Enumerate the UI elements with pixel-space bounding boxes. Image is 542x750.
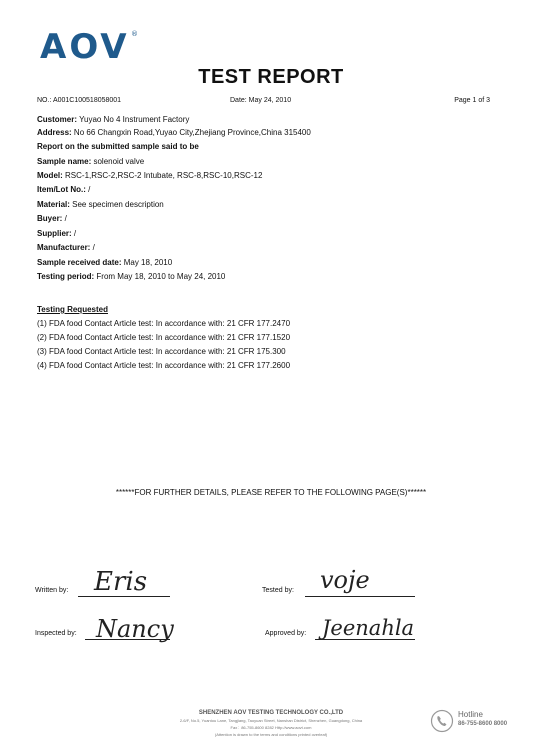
material-value: See specimen description <box>72 200 164 209</box>
written-by-name: Eris <box>94 567 148 597</box>
written-by-signature <box>92 560 172 600</box>
logo-text: AOV <box>40 27 130 66</box>
period-row <box>37 272 225 281</box>
received-label: Sample received date: <box>37 258 122 267</box>
tested-by-signature <box>318 560 408 600</box>
supplier-label: Supplier: <box>37 229 72 238</box>
supplier-row <box>37 229 76 238</box>
material-label: Material: <box>37 200 70 209</box>
sample-value: solenoid valve <box>93 157 145 166</box>
report-title: TEST REPORT <box>198 66 344 88</box>
inspected-by-signature <box>94 605 174 647</box>
customer-label: Customer: <box>37 115 78 124</box>
inspected-by-label: Inspected by: <box>35 630 77 637</box>
period-label: Testing period: <box>37 272 95 281</box>
tested-by-name: voje <box>320 566 370 594</box>
item-value: / <box>88 185 91 194</box>
further-details-note: ******FOR FURTHER DETAILS, PLEASE REFER TO THE FOLLOWING PAGE(S)****** <box>115 488 427 497</box>
report-date: Date: May 24, 2010 <box>230 97 292 104</box>
period-value: From May 18, 2010 to May 24, 2010 <box>96 272 226 281</box>
test-item: (1) FDA food Contact Article test: In accordance with: 21 CFR 177.2470 <box>37 319 291 328</box>
address-label: Address: <box>37 128 72 137</box>
hotline-number: 86-755-8600 8000 <box>458 721 508 727</box>
received-row <box>37 258 172 267</box>
model-row <box>37 171 262 180</box>
buyer-label: Buyer: <box>37 214 63 223</box>
sample-label: Sample name: <box>37 157 92 166</box>
footer-address: 2-6/F, No.5, Yuantou Lane, Tangjiang, Taoyuan Street, Nanshan District, Shenzhen, Guangdong, China <box>179 718 363 723</box>
hotline-label: Hotline <box>458 710 483 719</box>
aov-logo <box>40 22 160 66</box>
inspected-by-name: Nancy <box>96 615 174 643</box>
sample-row <box>37 157 144 166</box>
customer-row <box>37 115 189 124</box>
testing-requested-heading: Testing Requested <box>37 305 108 314</box>
report-number: NO.: A001C100518058001 <box>37 97 122 104</box>
manufacturer-value: / <box>92 243 95 252</box>
test-item: (3) FDA food Contact Article test: In accordance with: 21 CFR 175.300 <box>37 347 286 356</box>
received-value: May 18, 2010 <box>123 258 173 267</box>
approved-by-name: Jeenahla <box>322 616 415 640</box>
manufacturer-label: Manufacturer: <box>37 243 91 252</box>
phone-icon <box>430 709 454 733</box>
address-row <box>37 128 311 137</box>
report-on-heading: Report on the submitted sample said to be <box>37 142 199 151</box>
model-value: RSC-1,RSC-2,RSC-2 Intubate, RSC-8,RSC-10,RSC-12 <box>65 171 263 180</box>
buyer-row <box>37 214 67 223</box>
approved-by-signature <box>320 605 420 653</box>
test-item: (4) FDA food Contact Article test: In accordance with: 21 CFR 177.2600 <box>37 361 291 370</box>
customer-value: Yuyao No 4 Instrument Factory <box>79 115 190 124</box>
tested-by-label: Tested by: <box>262 587 294 594</box>
manufacturer-row <box>37 243 95 252</box>
buyer-value: / <box>64 214 67 223</box>
footer-note: (Attention is drawn to the terms and conditions printed overleaf) <box>214 732 328 737</box>
material-row <box>37 200 164 209</box>
address-value: No 66 Changxin Road,Yuyao City,Zhejiang Province,China 315400 <box>73 128 311 137</box>
logo-registered-mark: ® <box>131 30 138 38</box>
test-item: (2) FDA food Contact Article test: In accordance with: 21 CFR 177.1520 <box>37 333 291 342</box>
item-label: Item/Lot No.: <box>37 185 86 194</box>
item-row <box>37 185 90 194</box>
written-by-label: Written by: <box>35 587 69 594</box>
footer-contact: Fax：86-755-8600 8282 Http://www.aovt.com <box>230 725 312 730</box>
model-label: Model: <box>37 171 63 180</box>
supplier-value: / <box>73 229 77 238</box>
footer-company: SHENZHEN AOV TESTING TECHNOLOGY CO.,LTD <box>198 710 344 716</box>
page-number: Page 1 of 3 <box>454 97 490 104</box>
approved-by-label: Approved by: <box>265 630 307 637</box>
